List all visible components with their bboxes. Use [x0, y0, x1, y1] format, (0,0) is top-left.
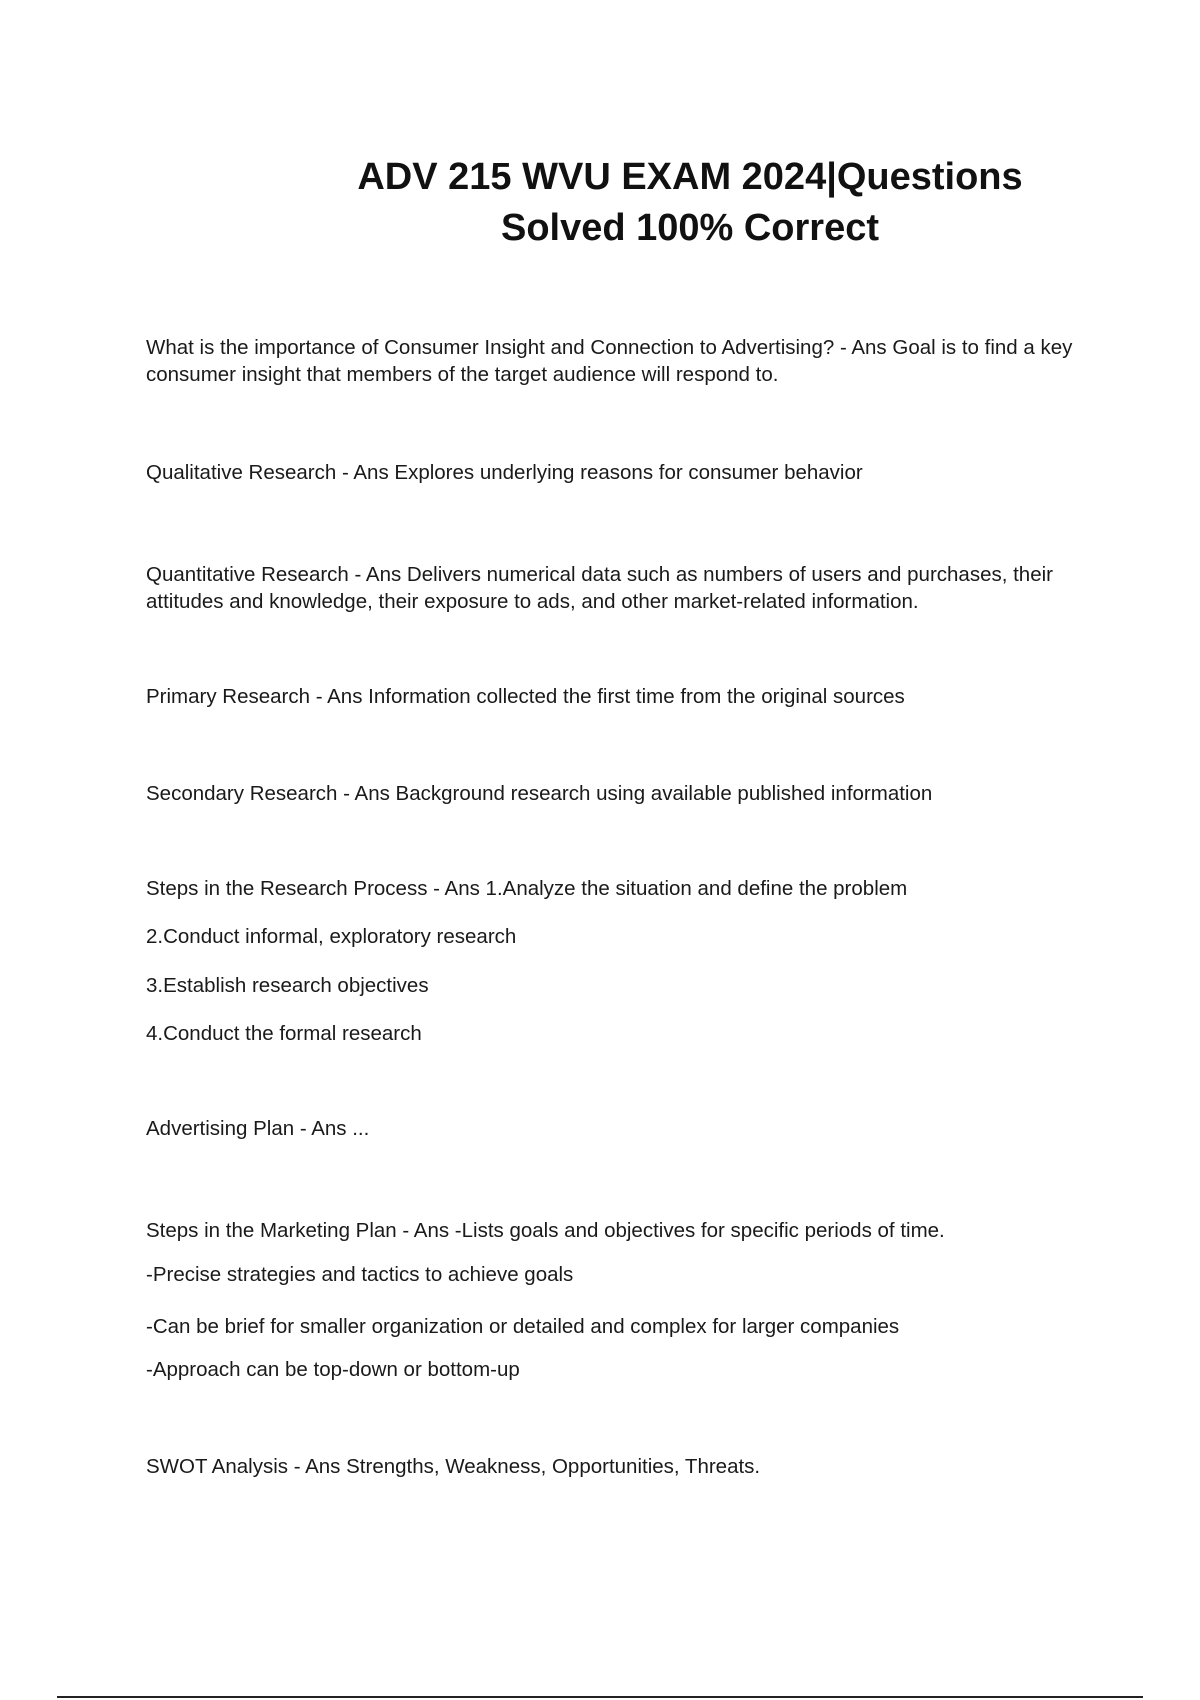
marketing-plan-item-2: -Precise strategies and tactics to achieve goals: [146, 1263, 574, 1286]
qa-research-process: Steps in the Research Process - Ans 1.Analyze the situation and define the problem: [146, 877, 908, 900]
qa-secondary-research: Secondary Research - Ans Background research using available published information: [146, 782, 933, 805]
title-line-1: ADV 215 WVU EXAM 2024|Questions: [357, 156, 1023, 198]
footer-rule: [57, 1696, 1143, 1698]
qa-primary-research: Primary Research - Ans Information collected the first time from the original sources: [146, 685, 905, 708]
research-step-2: 2.Conduct informal, exploratory research: [146, 925, 517, 948]
title-line-2: Solved 100% Correct: [500, 207, 880, 249]
marketing-plan-item-4: -Approach can be top-down or bottom-up: [146, 1358, 520, 1381]
marketing-plan-item-3: -Can be brief for smaller organization or detailed and complex for larger companies: [146, 1315, 900, 1338]
document-title: [320, 152, 1060, 254]
qa-quantitative-research: Quantitative Research - Ans Delivers numerical data such as numbers of users and purchases, their attitudes and knowledge, their exposure to ads, and other market-related information.: [146, 563, 1053, 613]
research-step-4: 4.Conduct the formal research: [146, 1022, 422, 1045]
qa-marketing-plan: Steps in the Marketing Plan - Ans -Lists goals and objectives for specific periods of time.: [146, 1219, 945, 1242]
qa-consumer-insight: What is the importance of Consumer Insight and Connection to Advertising? - Ans Goal is to find a key consumer insight that members of the target audience will respond to.: [146, 336, 1073, 386]
qa-swot-analysis: SWOT Analysis - Ans Strengths, Weakness, Opportunities, Threats.: [146, 1455, 761, 1478]
qa-qualitative-research: Qualitative Research - Ans Explores underlying reasons for consumer behavior: [146, 461, 863, 484]
research-step-3: 3.Establish research objectives: [146, 974, 429, 997]
qa-advertising-plan: Advertising Plan - Ans ...: [146, 1117, 370, 1140]
